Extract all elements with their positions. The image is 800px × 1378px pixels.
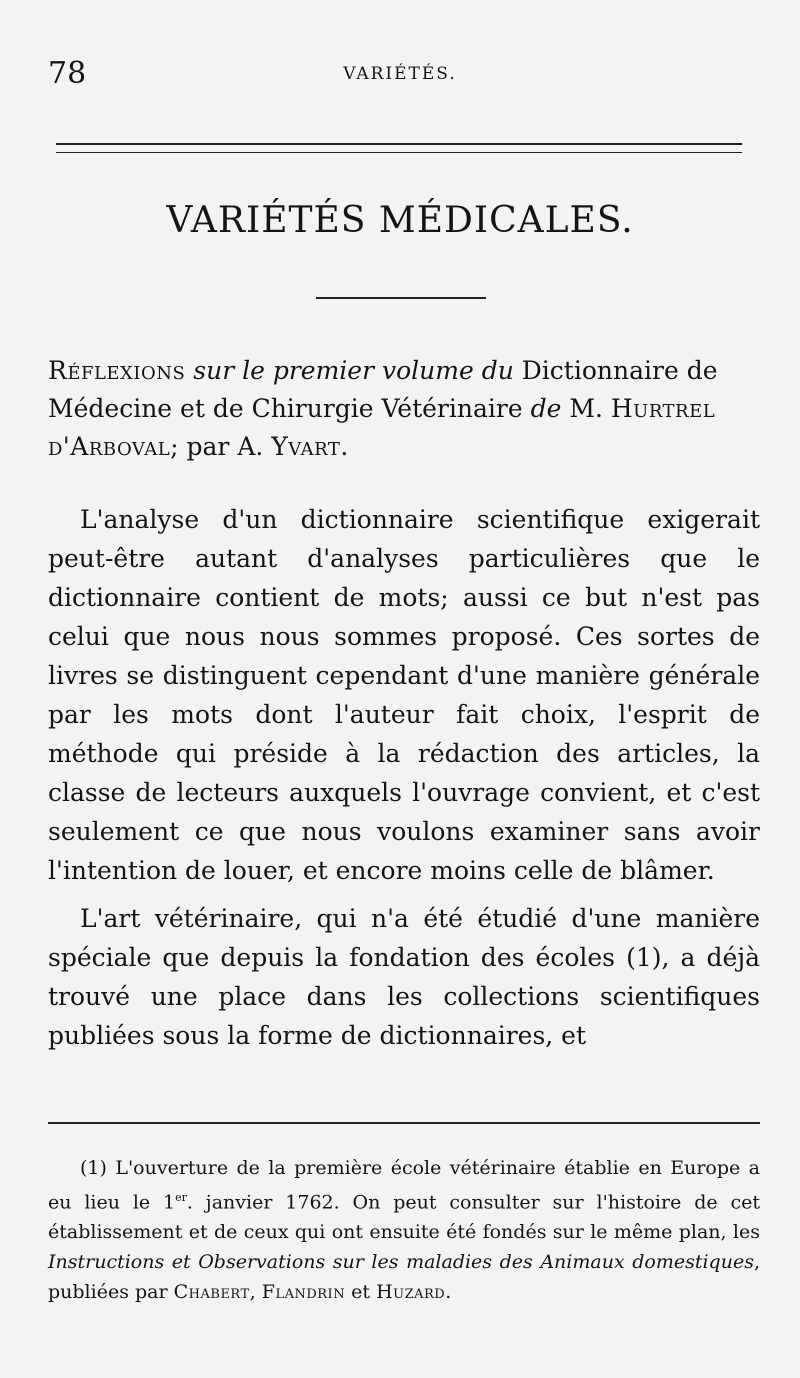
- footnote: [48, 1153, 760, 1307]
- footnote-chabert: Chabert: [173, 1281, 250, 1304]
- body-text: [48, 500, 760, 1055]
- footnote-part-d: , publiées par: [48, 1251, 760, 1304]
- heading-italic-de: de: [530, 394, 562, 423]
- heading-author: Hurtrel d'Arboval: [48, 394, 716, 461]
- review-heading: [48, 352, 760, 466]
- footnote-superscript: er: [175, 1191, 187, 1204]
- footnote-part-b: . janvier 1762. On peut consulter sur l'histoire de cet établissement et de ceux qui ont ensuite été fondés sur le même plan, les: [48, 1191, 760, 1244]
- double-rule: [56, 143, 742, 153]
- paragraph-1: L'analyse d'un dictionnaire scientifique exigerait peut-être autant d'analyses particulières que le dictionnaire contient de mots; aussi ce but n'est pas celui que nous nous sommes proposé. Ces sortes de livres se distinguent cependant d'une manière générale par les mots dont l'auteur fait choix, l'esprit de méthode qui préside à la rédaction des articles, la classe de lecteurs auxquels l'ouvrage convient, et c'est seulement ce que nous voulons examiner sans avoir l'intention de louer, et encore moins celle de blâmer.: [48, 505, 760, 885]
- heading-reflexions: Réflexions: [48, 356, 186, 385]
- heading-dictionary-title: Dictionnaire de Médecine et de Chirurgie Vétérinaire: [48, 356, 718, 423]
- running-title: VARIÉTÉS.: [343, 64, 457, 84]
- paragraph-2: L'art vétérinaire, qui n'a été étudié d'une manière spéciale que depuis la fondation des écoles (1), a déjà trouvé une place dans les collections scientifiques publiées sous la forme de dictionnaires, et: [48, 904, 760, 1050]
- footnote-part-a: (1) L'ouverture de la première école vétérinaire établie en Europe a eu lieu le 1: [48, 1157, 760, 1214]
- footnote-et: et: [351, 1281, 371, 1304]
- heading-m: M.: [569, 394, 603, 423]
- heading-par: ; par A.: [170, 432, 264, 461]
- review-heading-text: [48, 352, 760, 466]
- page-number: 78: [48, 56, 87, 91]
- footnote-text: [48, 1153, 760, 1307]
- footnote-comma: ,: [249, 1281, 256, 1304]
- footnote-rule: [48, 1122, 760, 1124]
- short-rule: [316, 297, 486, 299]
- section-title: VARIÉTÉS MÉDICALES.: [166, 200, 634, 241]
- running-head: [48, 56, 752, 96]
- footnote-flandrin: Flandrin: [261, 1281, 346, 1304]
- heading-period: .: [340, 432, 349, 461]
- footnote-huzard: Huzard: [376, 1281, 446, 1304]
- footnote-italic-title: Instructions et Observations sur les maladies des Animaux domestiques: [48, 1251, 754, 1274]
- footnote-end: .: [445, 1281, 452, 1304]
- heading-italic-1: sur le premier volume du: [193, 356, 514, 385]
- heading-reviewer: Yvart: [271, 432, 341, 461]
